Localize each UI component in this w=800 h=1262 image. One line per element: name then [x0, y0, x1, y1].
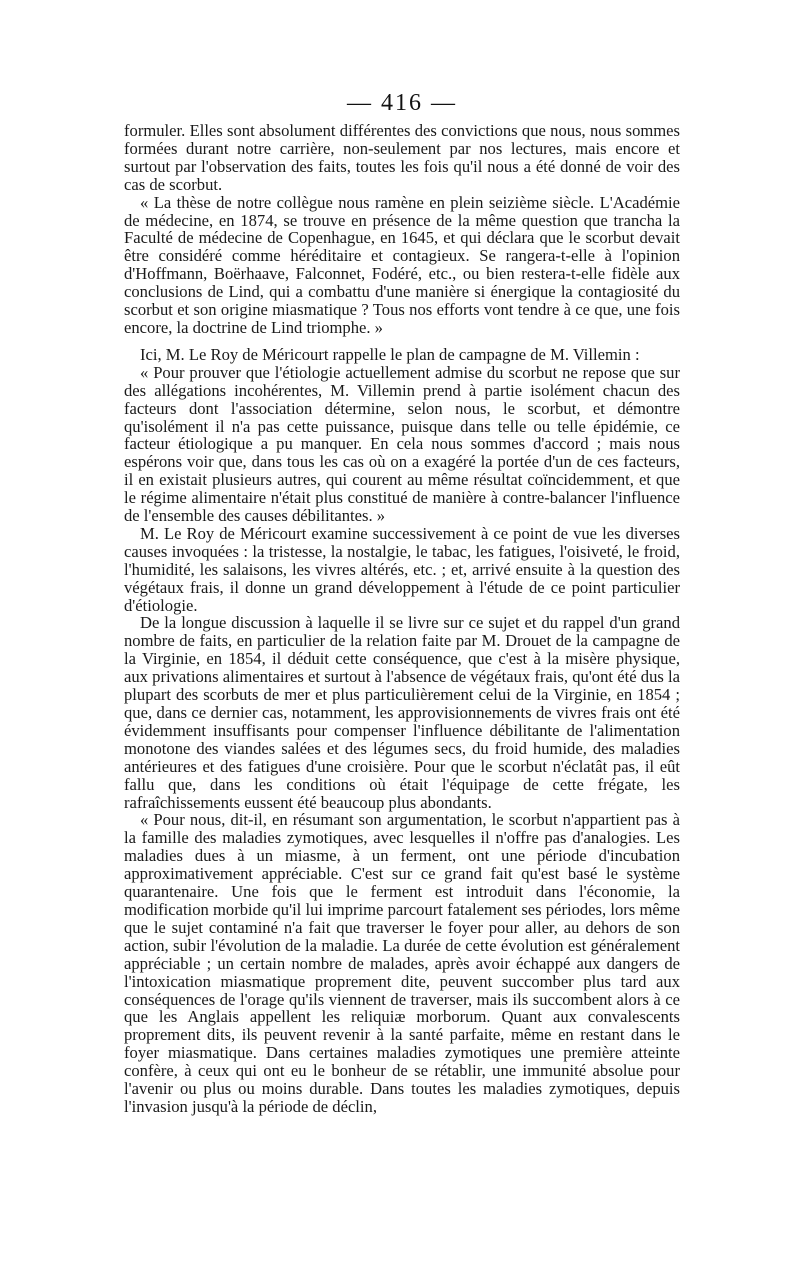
document-page [124, 88, 680, 1116]
paragraph-quote-etiology: « Pour prouver que l'étiologie actuellement admise du scorbut ne repose que sur des allégations incohérentes, M. Villemin prend à partie isolément chacun des facteurs dont l'association détermine, selon nous, le scorbut, et démontre qu'isolément il n'a pas cette puissance, puisque dans telle ou telle épidémie, ce facteur étiologique a pu manquer. En cela nous sommes d'accord ; mais nous espérons voir que, dans tous les cas où on a exagéré la portée d'un de ces facteurs, il en existait plusieurs autres, qui courent au même résultat coïncidemment, et que le régime alimentaire n'était plus constitué de manière à contre-balancer l'influence de l'ensemble des causes débilitantes. » [124, 362, 680, 526]
paragraph-campaign-plan: Ici, M. Le Roy de Méricourt rappelle le plan de campagne de M. Villemin : [140, 344, 640, 364]
paragraph-continuation: formuler. Elles sont absolument différentes des convictions que nous, nous sommes formées durant notre carrière, non-seulement par nos lectures, mais encore et surtout par l'observation des faits, toutes les fois qu'il nous a été donné de voir des cas de scorbut. [124, 121, 680, 194]
paragraph-quote-zymotic: « Pour nous, dit-il, en résumant son argumentation, le scorbut n'appartient pas à la famille des maladies zymotiques, avec lesquelles il n'offre pas d'analogies. Les maladies dues à un miasme, à un ferment, ont une période d'incubation approximativement appréciable. C'est sur ce grand fait qu'est basé le système quarantenaire. Une fois que le ferment est introduit dans l'économie, la modification morbide qu'il lui imprime parcourt fatalement ses périodes, lors même que le sujet contaminé n'a fait que traverser le foyer pour aller, au dehors de son action, subir l'évolution de la maladie. La durée de cette évolution est généralement appréciable ; un certain nombre de malades, après avoir échappé aux dangers de l'intoxication miasmatique proprement dite, peuvent succomber plus tard aux conséquences de l'orage qu'ils viennent de traverser, mais ils succombent alors à ce que les Anglais appellent les reliquiæ morborum. Quant aux convalescents proprement dits, ils peuvent revenir à la santé parfaite, même en restant dans le foyer miasmatique. Dans certaines maladies zymotiques une première atteinte confère, à ceux qui ont eu le bonheur de se rétablir, une immunité absolue pour l'avenir ou plus ou moins durable. Dans toutes les maladies zymotiques, depuis l'invasion jusqu'à la période de déclin, [124, 810, 680, 1116]
paragraph-quote-thesis: « La thèse de notre collègue nous ramène en plein seizième siècle. L'Académie de médecine, en 1874, se trouve en présence de la même question que trancha la Faculté de médecine de Copenhague, en 1645, et qui déclara que le scorbut devait être considéré comme héréditaire et contagieux. Se rangera-t-elle à l'opinion d'Hoffmann, Boërhaave, Falconnet, Fodéré, etc., ou bien restera-t-elle fidèle aux conclusions de Lind, qui a combattu d'une manière si énergique la contagiosité du scorbut et son origine miasmatique ? Tous nos efforts vont tendre à ce que, une fois encore, la doctrine de Lind triomphe. » [124, 192, 680, 337]
page-number: — 416 — [347, 90, 457, 116]
paragraph-causes: M. Le Roy de Méricourt examine successivement à ce point de vue les diverses causes invoquées : la tristesse, la nostalgie, le tabac, les fatigues, l'oisiveté, le froid, l'humidité, les salaisons, les vivres altérés, etc. ; et, arrivé ensuite à la question des végétaux frais, il donne un grand développement à l'étude de ce point particulier d'étiologie. [124, 523, 680, 615]
paragraph-discussion: De la longue discussion à laquelle il se livre sur ce sujet et du rappel d'un grand nombre de faits, en particulier de la relation faite par M. Drouet de la campagne de la Virginie, en 1854, il déduit cette conséquence, que c'est à la misère physique, aux privations alimentaires et surtout à l'absence de végétaux frais, qu'ont été dus la plupart des scorbuts de mer et plus particulièrement celui de la Virginie, en 1854 ; que, dans ce dernier cas, notamment, les approvisionnements de vivres frais ont été évidemment insuffisants pour compenser l'influence débilitante de l'alimentation monotone des viandes salées et des légumes secs, du froid humide, des maladies antérieures et des fatigues d'une croisière. Pour que le scorbut n'éclatât pas, il eût fallu que, dans les conditions où était l'équipage de cette frégate, les rafraîchissements eussent été beaucoup plus abondants. [124, 613, 680, 812]
